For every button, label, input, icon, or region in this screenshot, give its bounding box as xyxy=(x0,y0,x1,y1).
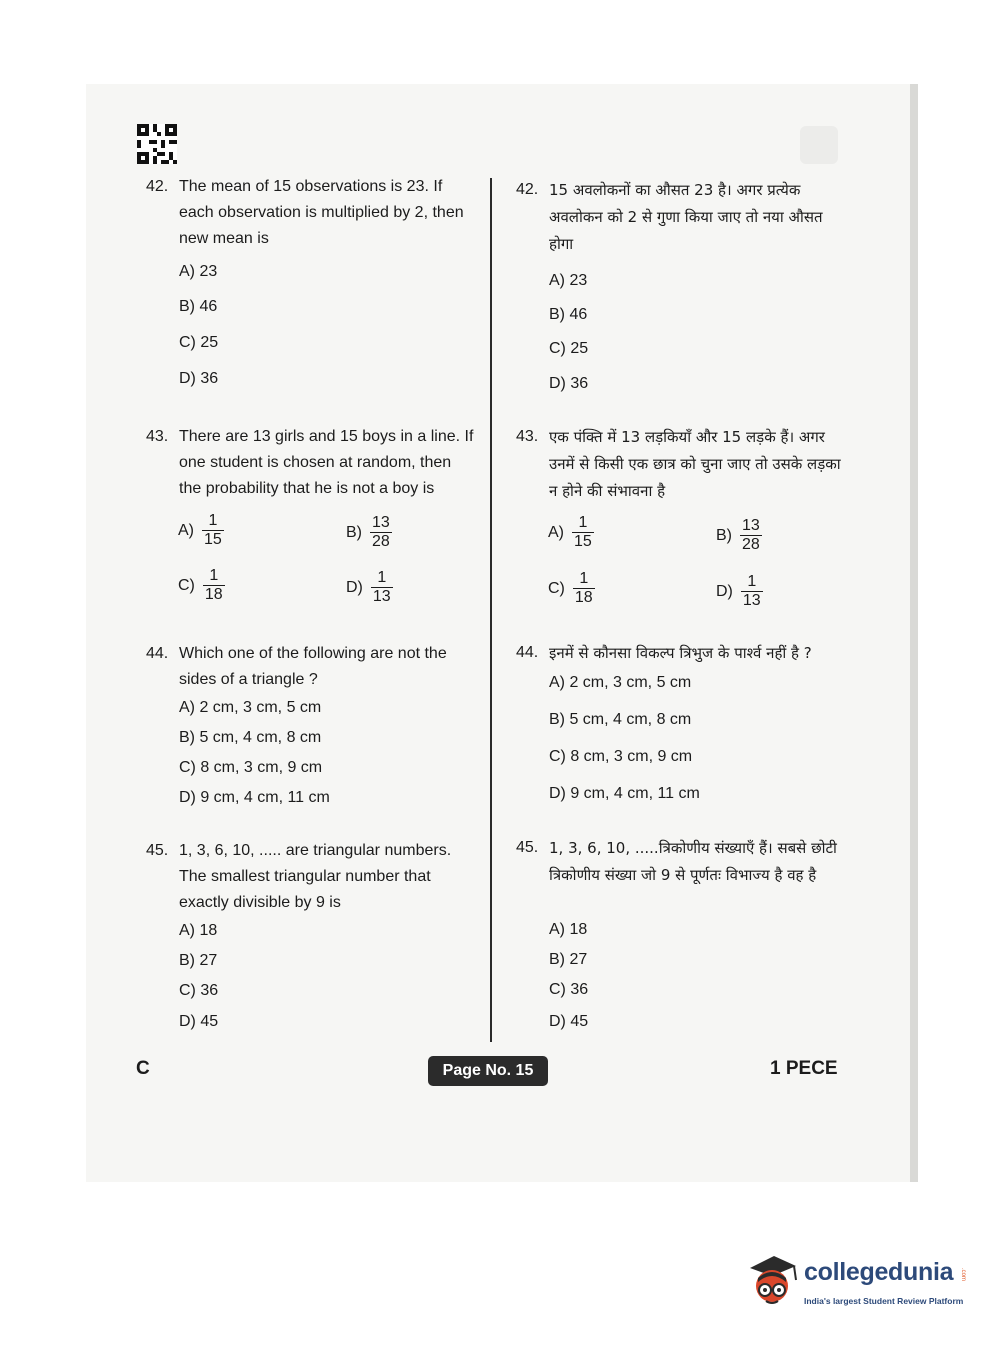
fraction xyxy=(741,573,763,610)
denominator: 15 xyxy=(574,533,592,550)
denominator: 13 xyxy=(742,592,761,609)
option-a: A) 2 cm, 3 cm, 5 cm xyxy=(179,699,322,716)
fraction xyxy=(370,514,392,551)
question-stem: एक पंक्ति में 13 लड़कियाँ और 15 लड़के हैं। अगर उनमें से किसी एक छात्र को चुना जाए तो उसके लड़का न होने की संभावना है xyxy=(549,428,841,500)
option-d xyxy=(346,569,393,606)
option-c xyxy=(548,570,595,607)
paper-code: 1 PECE xyxy=(770,1058,838,1079)
numerator: 1 xyxy=(209,567,219,584)
option-b: B) 5 cm, 4 cm, 8 cm xyxy=(179,729,322,746)
question-number: 45. xyxy=(516,839,539,856)
numerator: 1 xyxy=(747,573,757,590)
question-number: 44. xyxy=(516,644,539,661)
option-d: D) 45 xyxy=(179,1013,219,1030)
fraction xyxy=(203,567,225,604)
denominator: 13 xyxy=(372,588,391,605)
option-d: D) 9 cm, 4 cm, 11 cm xyxy=(549,785,700,802)
option-label: D) xyxy=(346,578,363,596)
option-label: A) xyxy=(548,523,564,541)
option-d: D) 9 cm, 4 cm, 11 cm xyxy=(179,789,330,806)
denominator: 18 xyxy=(574,589,593,606)
fraction xyxy=(573,570,595,607)
option-a: A) 23 xyxy=(179,263,218,280)
option-a: A) 23 xyxy=(549,272,588,289)
option-d xyxy=(716,573,763,610)
section-letter: C xyxy=(136,1058,150,1079)
option-c: C) 8 cm, 3 cm, 9 cm xyxy=(179,759,323,776)
question-number: 42. xyxy=(146,178,169,195)
fraction xyxy=(740,517,762,554)
numerator: 1 xyxy=(578,514,588,531)
brand-name: collegedunia xyxy=(804,1258,954,1286)
numerator: 13 xyxy=(742,517,760,534)
option-label: B) xyxy=(716,526,732,544)
question-number: 43. xyxy=(516,428,539,445)
option-b: B) 27 xyxy=(179,952,218,969)
denominator: 15 xyxy=(204,531,222,548)
option-label: D) xyxy=(716,582,733,600)
option-b xyxy=(346,514,392,551)
brand-tagline: India's largest Student Review Platform xyxy=(804,1296,964,1306)
faded-stamp xyxy=(800,126,838,164)
denominator: 18 xyxy=(204,586,223,603)
fraction xyxy=(371,569,393,606)
option-d: D) 36 xyxy=(179,370,219,387)
question-stem: Which one of the following are not the sides of a triangle ? xyxy=(179,645,447,688)
denominator: 28 xyxy=(372,533,390,550)
option-a: A) 18 xyxy=(179,922,218,939)
question-stem: इनमें से कौनसा विकल्प त्रिभुज के पार्श्व नहीं है ? xyxy=(549,644,812,662)
option-c: C) 25 xyxy=(549,340,589,357)
denominator: 28 xyxy=(742,536,760,553)
option-label: C) xyxy=(548,579,565,597)
question-stem: 1, 3, 6, 10, ..... are triangular numbers. The smallest triangular number that exactly divisible by 9 is xyxy=(179,842,452,911)
option-a xyxy=(178,512,224,549)
qr-code-icon xyxy=(137,124,177,164)
option-d: D) 45 xyxy=(549,1013,589,1030)
sheet-edge xyxy=(910,84,918,1182)
option-c: C) 36 xyxy=(549,981,589,998)
option-a: A) 2 cm, 3 cm, 5 cm xyxy=(549,674,692,691)
option-c: C) 8 cm, 3 cm, 9 cm xyxy=(549,748,693,765)
fraction xyxy=(202,512,224,549)
option-a xyxy=(548,514,594,551)
numerator: 1 xyxy=(208,512,218,529)
question-number: 44. xyxy=(146,645,169,662)
column-divider xyxy=(490,178,492,1042)
option-c xyxy=(178,567,225,604)
numerator: 1 xyxy=(579,570,589,587)
option-b: B) 5 cm, 4 cm, 8 cm xyxy=(549,711,692,728)
option-b: B) 46 xyxy=(179,298,218,315)
option-c: C) 36 xyxy=(179,982,219,999)
option-b: B) 46 xyxy=(549,306,588,323)
option-label: A) xyxy=(178,521,194,539)
question-stem: There are 13 girls and 15 boys in a line. If one student is chosen at random, then the probability that he is not a boy is xyxy=(179,428,474,497)
option-b xyxy=(716,517,762,554)
collegedunia-logo xyxy=(744,1250,970,1314)
brand-suffix: .com xyxy=(960,1268,966,1282)
option-d: D) 36 xyxy=(549,375,589,392)
option-label: B) xyxy=(346,523,362,541)
option-a: A) 18 xyxy=(549,921,588,938)
fraction xyxy=(572,514,594,551)
question-number: 42. xyxy=(516,181,539,198)
question-stem: The mean of 15 observations is 23. If each observation is multiplied by 2, then new mean is xyxy=(179,178,464,247)
question-number: 45. xyxy=(146,842,169,859)
option-c: C) 25 xyxy=(179,334,219,351)
question-stem: 15 अवलोकनों का औसत 23 है। अगर प्रत्येक अवलोकन को 2 से गुणा किया जाए तो नया औसत होगा xyxy=(549,181,823,253)
question-stem: 1, 3, 6, 10, .....त्रिकोणीय संख्याएँ हैं। सबसे छोटी त्रिकोणीय संख्या जो 9 से पूर्णतः विभाज्य है वह है xyxy=(549,839,837,884)
question-number: 43. xyxy=(146,428,169,445)
mascot-icon xyxy=(744,1252,802,1310)
page-number-badge: Page No. 15 xyxy=(428,1056,548,1086)
numerator: 1 xyxy=(377,569,387,586)
option-label: C) xyxy=(178,576,195,594)
option-b: B) 27 xyxy=(549,951,588,968)
numerator: 13 xyxy=(372,514,390,531)
